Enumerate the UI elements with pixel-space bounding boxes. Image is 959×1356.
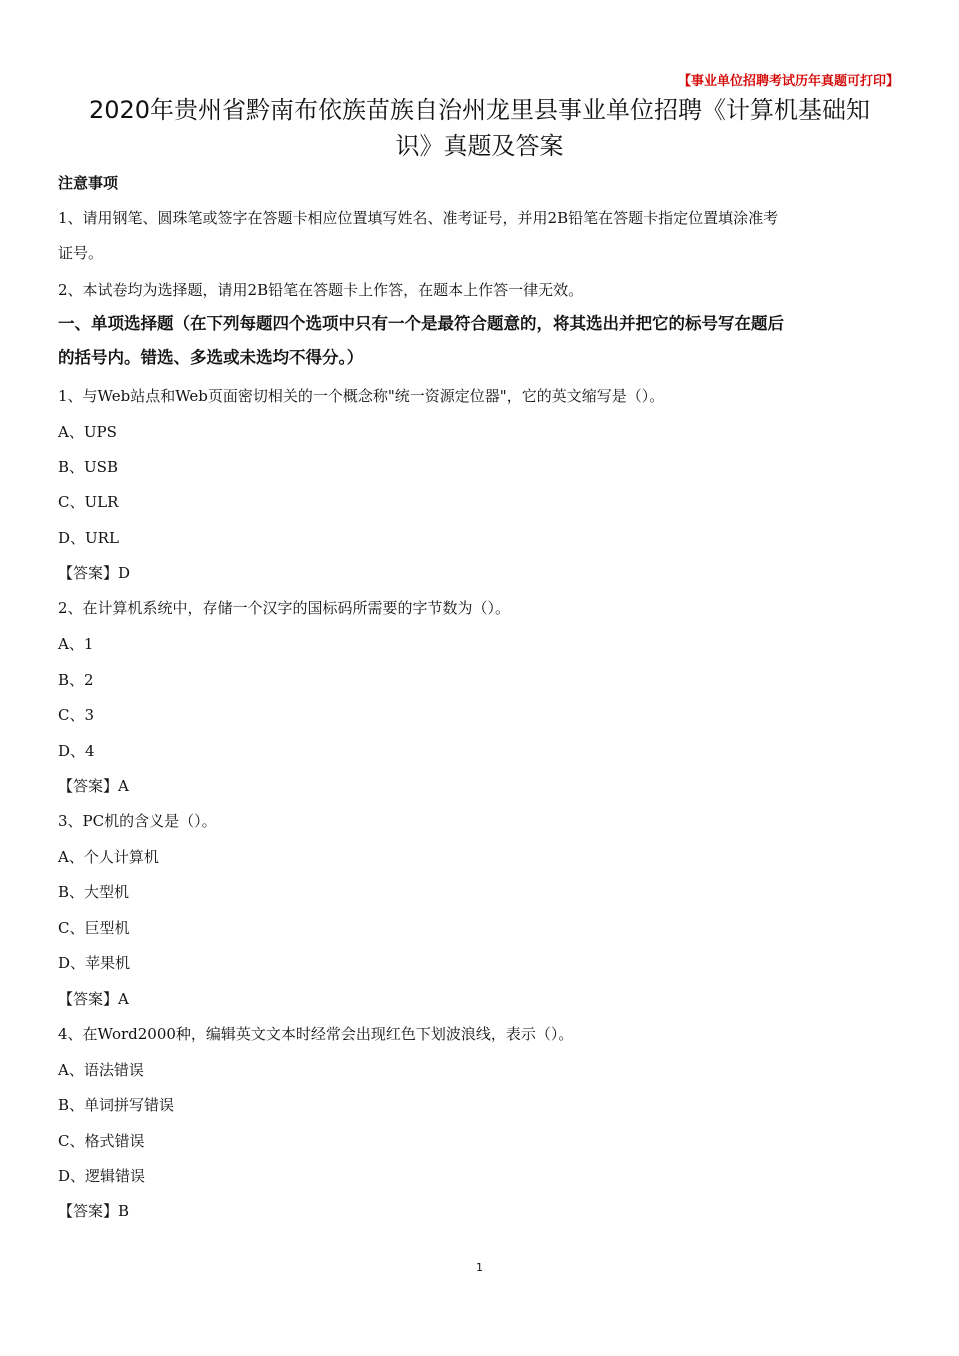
question-4-option-a: A、语法错误 [58,1061,144,1079]
title-line-1: 2020年贵州省黔南布依族苗族自治州龙里县事业单位招聘《计算机基础知 [88,96,871,124]
question-3-stem: 3、PC机的含义是（）。 [58,812,217,830]
notice-item-1-line-2: 证号。 [58,244,104,262]
notice-heading: 注意事项 [58,174,119,192]
question-3-option-a: A、个人计算机 [58,848,159,866]
question-2-answer: 【答案】A [58,777,129,795]
section-heading-line-1: 一、单项选择题（在下列每题四个选项中只有一个是最符合题意的，将其选出并把它的标号写在题后 [58,314,784,333]
question-2-option-d: D、4 [58,742,95,760]
document-title [58,92,901,164]
question-1-stem: 1、与Web站点和Web页面密切相关的一个概念称"统一资源定位器"，它的英文缩写是（）。 [58,387,665,405]
question-4-option-b: B、单词拼写错误 [58,1096,175,1114]
question-2-option-c: C、3 [58,706,95,724]
question-4-answer: 【答案】B [58,1202,130,1220]
question-2-option-b: B、2 [58,671,94,689]
question-1-answer: 【答案】D [58,564,131,582]
question-1-option-b: B、USB [58,458,118,476]
question-4-option-c: C、格式错误 [58,1132,145,1150]
title-line-2: 识》真题及答案 [395,132,564,160]
question-1-option-d: D、URL [58,529,119,547]
question-3-option-b: B、大型机 [58,883,130,901]
question-3-option-c: C、巨型机 [58,919,130,937]
question-3-option-d: D、苹果机 [58,954,131,972]
question-2-option-a: A、1 [58,635,94,653]
question-3-answer: 【答案】A [58,990,129,1008]
question-4-stem: 4、在Word2000种，编辑英文文本时经常会出现红色下划波浪线，表示（）。 [58,1025,574,1043]
notice-item-1-line-1: 1、请用钢笔、圆珠笔或签字在答题卡相应位置填写姓名、准考证号，并用2B铅笔在答题卡指定位置填涂准考 [58,209,779,227]
question-1-option-a: A、UPS [58,423,117,441]
page-number: 1 [476,1261,483,1274]
question-4-option-d: D、逻辑错误 [58,1167,146,1185]
print-banner: 【事业单位招聘考试历年真题可打印】 [677,74,899,89]
section-heading-line-2: 的括号内。错选、多选或未选均不得分。） [58,348,364,367]
notice-item-2: 2、本试卷均为选择题，请用2B铅笔在答题卡上作答，在题本上作答一律无效。 [58,281,584,299]
question-1-option-c: C、ULR [58,493,119,511]
question-2-stem: 2、在计算机系统中，存储一个汉字的国标码所需要的字节数为（）。 [58,599,511,617]
